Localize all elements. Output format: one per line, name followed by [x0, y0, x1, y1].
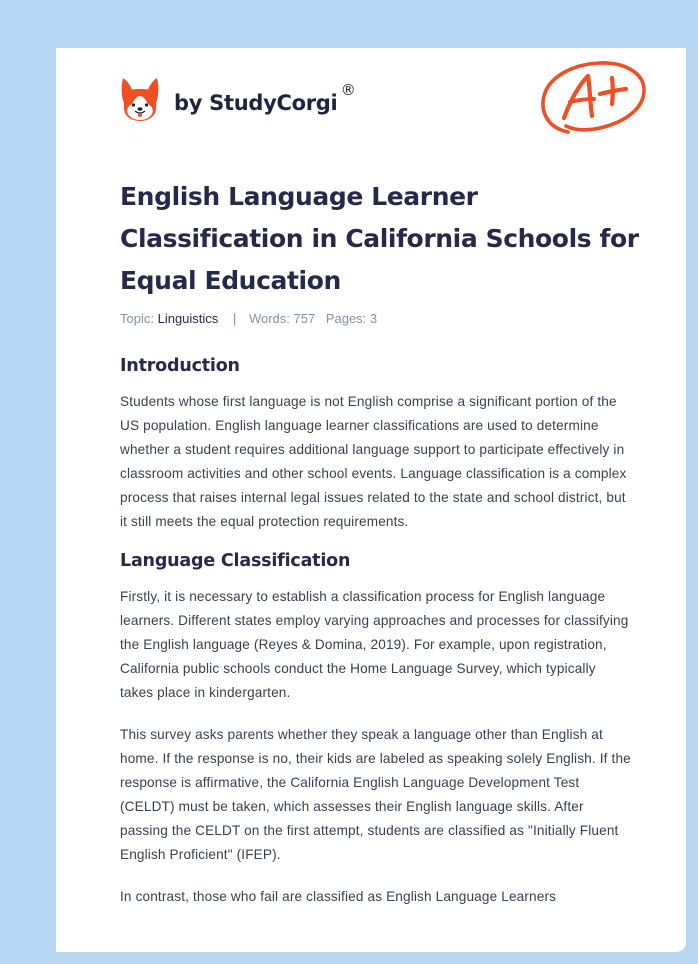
- article-meta: [120, 311, 377, 326]
- page-count: Pages: 3: [325, 311, 378, 326]
- paragraph: This survey asks parents whether they speak a language other than English at home. If the response is no, their kids are labeled as speaking solely English. If the response is affirmative, the California English Language Development Test (CELDT) must be taken, which assesses their English language skills. After passing the CELDT on the first attempt, students are classified as "Initially Fluent English Proficient" (IFEP).: [120, 727, 631, 862]
- registered-mark: ®: [340, 81, 356, 99]
- brand-name-text: by StudyCorgi: [174, 91, 338, 115]
- document-card: [56, 48, 686, 952]
- brand-name: [174, 81, 356, 115]
- topic-link[interactable]: Linguistics: [157, 311, 219, 326]
- a-plus-grade-badge: [538, 58, 650, 145]
- corgi-logo-icon: [120, 76, 160, 122]
- paragraph: In contrast, those who fail are classified as English Language Learners: [120, 889, 557, 904]
- a-plus-grade-icon: [538, 58, 650, 140]
- page-title: English Language Learner Classification in California Schools for Equal Education: [120, 182, 639, 295]
- paragraph: Students whose first language is not English comprise a significant portion of the US population. English language learner classifications are used to determine whether a student requires additional language support to participate effectively in classroom activities and other school events. Language classification is a complex process that raises internal legal issues related to the state and school district, but it still meets the equal protection requirements.: [120, 394, 627, 529]
- studycorgi-logo[interactable]: [120, 76, 356, 122]
- paragraph: Firstly, it is necessary to establish a classification process for English language learners. Different states employ varying approaches and processes for classifying the English language (Reyes & Domina, 2019). For example, upon registration, California public schools conduct the Home Language Survey, which typically takes place in kindergarten.: [120, 589, 629, 700]
- section-heading-language-classification: Language Classification: [120, 551, 351, 571]
- section-heading-introduction: Introduction: [120, 356, 240, 376]
- meta-separator: |: [232, 311, 237, 326]
- word-count: Words: 757: [248, 311, 316, 326]
- topic-label: Topic:: [120, 311, 154, 326]
- article-body: [120, 352, 632, 909]
